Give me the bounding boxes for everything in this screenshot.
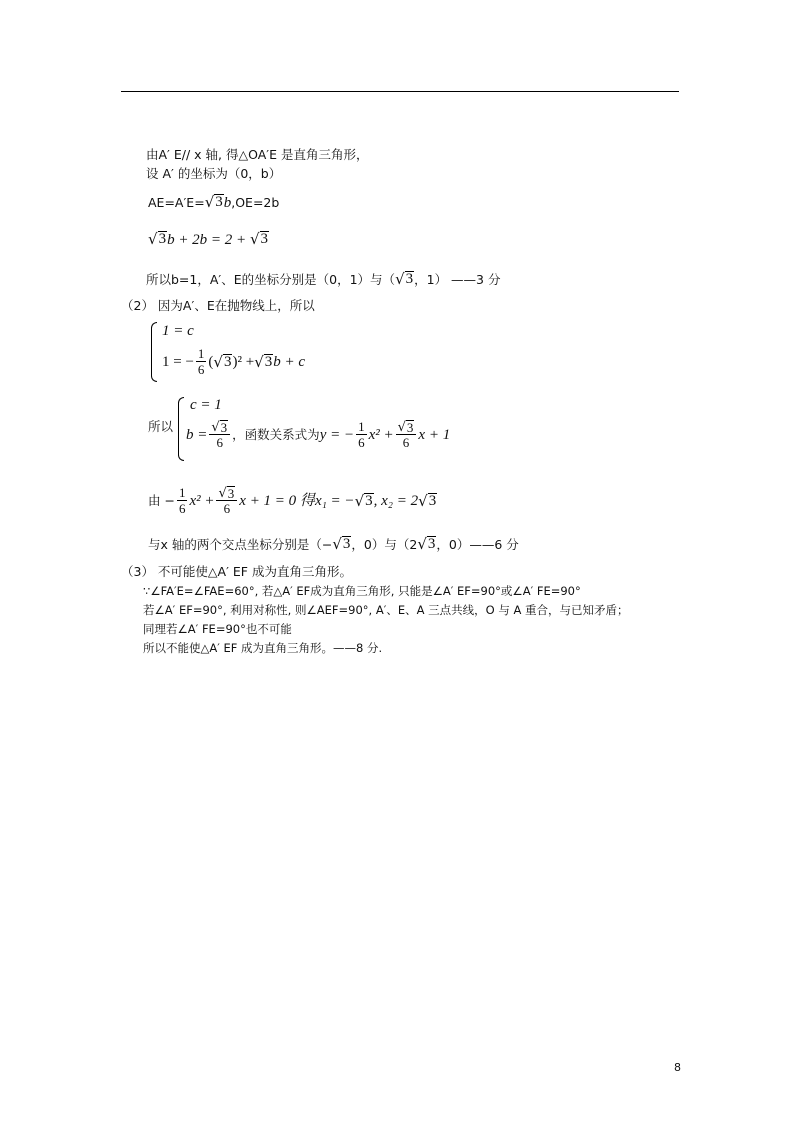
fraction-numerator: 1 <box>197 346 205 361</box>
fraction-sqrt3-over-6 <box>216 485 237 516</box>
result-prefix: 所以b=1，A′、E的坐标分别是（0，1）与（ <box>146 272 396 287</box>
system-brace-1 <box>151 322 157 382</box>
fraction-numerator: 1 <box>358 419 365 434</box>
part1-line1: 由A′ E// x 轴, 得△OA′E 是直角三角形， <box>146 147 369 162</box>
page-number: 8 <box>674 1061 681 1074</box>
sqrt-symbol: √ 3 <box>397 420 414 435</box>
part3-line1: ∵∠FA′E=∠FAE=60°, 若△A′ EF成为直角三角形, 只能是∠A′ EF=90°或∠A′ FE=90° <box>143 584 581 598</box>
fraction-denominator: 6 <box>216 435 224 450</box>
fraction-numerator: 1 <box>178 485 186 500</box>
sqrt-symbol: √ 3 <box>148 230 167 248</box>
fraction-denominator: 6 <box>402 435 410 450</box>
part1-line3-suffix: ,OE=2b <box>231 195 280 210</box>
radicand: 3 <box>158 231 167 247</box>
part1-line2: 设 A′ 的坐标为（0，b） <box>146 166 282 181</box>
sqrt-symbol: √ 3 <box>218 486 235 501</box>
sys1-suffix: b + c <box>273 353 306 370</box>
sqrt-symbol: √ 3 <box>254 352 273 371</box>
fraction-one-sixth <box>196 346 207 377</box>
radicand: 3 <box>215 194 223 210</box>
sys1-prefix: 1 = − <box>162 353 194 370</box>
system1-line1: 1 = c <box>162 323 194 339</box>
radicand: 3 <box>223 353 232 370</box>
sqrt-symbol: √ 3 <box>395 270 414 288</box>
sqrt-symbol: √ 3 <box>418 491 437 510</box>
radicand: 3 <box>342 536 351 552</box>
system2-line2 <box>186 419 450 450</box>
inter-mid: ，0）与（2 <box>351 537 418 552</box>
fraction-sqrt3-over-6 <box>396 419 417 450</box>
part2-heading: （2） 因为A′、E在抛物线上，所以 <box>121 298 315 313</box>
variable-b: b <box>223 195 232 211</box>
solve-x2-label: , x₂ = 2 <box>373 492 419 509</box>
inter-suffix: ，0）——6 分 <box>436 537 519 552</box>
sqrt-symbol: √ 3 <box>249 230 268 248</box>
function-x2: x² + <box>368 426 394 443</box>
system2-line1: c = 1 <box>190 397 222 413</box>
sqrt-symbol: √ 3 <box>211 420 228 435</box>
radicand: 3 <box>406 420 414 435</box>
part1-equation <box>148 231 269 248</box>
result-suffix: ，1） ——3 分 <box>414 272 501 287</box>
sqrt-symbol: √ 3 <box>417 535 436 553</box>
part1-result <box>146 271 500 288</box>
solve-x2: x² + <box>189 492 215 509</box>
fraction-denominator: 6 <box>197 362 205 377</box>
inter-prefix: 与x 轴的两个交点坐标分别是（− <box>148 537 333 552</box>
sqrt-symbol: √ 3 <box>213 352 232 371</box>
radicand: 3 <box>405 271 414 287</box>
fraction-one-sixth <box>356 419 367 450</box>
fraction-denominator: 6 <box>223 501 231 516</box>
sqrt-symbol: √ 3 <box>332 535 351 553</box>
system1-line2 <box>162 346 305 377</box>
part1-line3 <box>148 194 279 211</box>
radicand: 3 <box>264 353 273 370</box>
equation-middle: b + 2b = 2 + <box>167 232 250 248</box>
radicand: 3 <box>427 536 436 552</box>
intersection-line <box>148 536 519 553</box>
sqrt-symbol: √ 3 <box>354 491 373 510</box>
header-rule <box>121 91 679 92</box>
part3-heading: （3） 不可能使△A′ EF 成为直角三角形。 <box>121 564 352 579</box>
radicand: 3 <box>260 231 268 247</box>
sys1-paren: ( <box>208 353 214 370</box>
part3-line2: 若∠A′ EF=90°, 利用对称性, 则∠AEF=90°, A′、E、A 三点共线，O 与 A 重合，与已知矛盾； <box>143 603 629 617</box>
fraction-denominator: 6 <box>358 435 365 450</box>
sys2-prefix: b = <box>186 426 208 443</box>
solve-x1: x₁ = − <box>314 492 355 509</box>
function-label: ，函数关系式为 <box>232 426 320 442</box>
sys1-after: )² + <box>232 353 255 370</box>
solve-equation <box>148 485 437 516</box>
fraction-denominator: 6 <box>178 501 186 516</box>
system-brace-2 <box>178 397 184 461</box>
function-y: y = − <box>319 426 355 443</box>
radicand: 3 <box>220 420 228 435</box>
radicand: 3 <box>227 486 235 501</box>
radicand: 3 <box>428 492 437 509</box>
radicand: 3 <box>365 492 373 509</box>
sqrt-symbol: √ 3 <box>204 193 223 211</box>
fraction-one-sixth <box>177 485 188 516</box>
fraction-sqrt3-over-6 <box>209 419 230 450</box>
solve-mid: x + 1 = 0 得 <box>239 492 315 509</box>
part1-line3-prefix: AE=A′E= <box>148 195 205 210</box>
part3-line4: 所以不能使△A′ EF 成为直角三角形。——8 分. <box>143 641 383 655</box>
solve-prefix: 由 − <box>148 492 175 508</box>
system2-label: 所以 <box>148 419 174 434</box>
part3-line3: 同理若∠A′ FE=90°也不可能 <box>143 622 292 636</box>
function-tail: x + 1 <box>418 426 451 443</box>
